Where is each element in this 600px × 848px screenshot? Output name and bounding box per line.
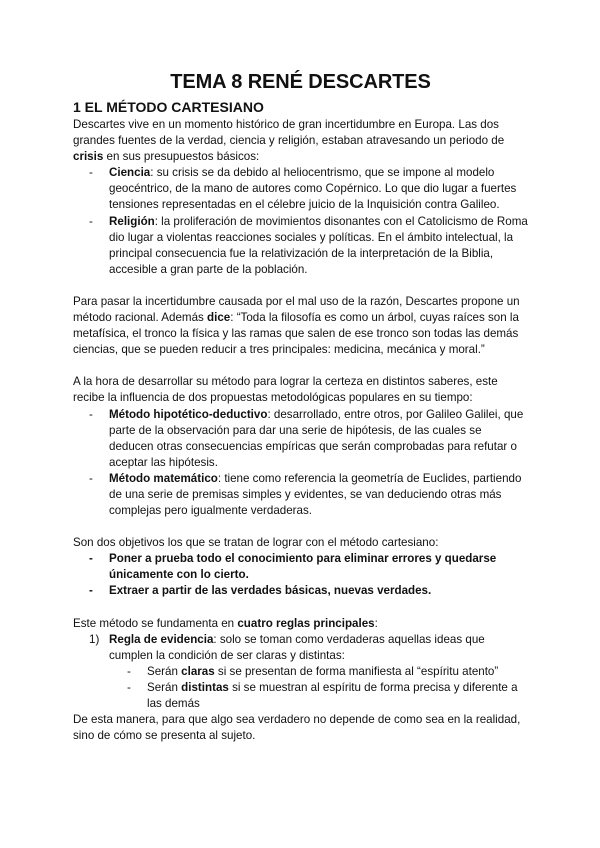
list-item: - Poner a prueba todo el conocimiento para eliminar errores y quedarse únicamente con lo cierto. [89,551,528,583]
list-item [89,471,528,519]
rules-list [73,632,528,712]
list-item-term: Método hipotético-deductivo [109,407,268,421]
paragraph-text: Para pasar la incertidumbre causada por el mal uso de la razón, Descartes propone un método racional. Además [73,294,520,325]
paragraph-text-end: : [374,616,378,630]
sub-bold: claras [181,664,215,678]
sub-text: Serán [147,664,182,678]
sub-list-item [127,680,528,712]
sub-text-end: si se presentan de forma manifiesta al “espíritu atento” [214,664,499,678]
intro-text-end: en sus presupuestos básicos: [103,150,260,164]
document-page [73,70,528,744]
sub-list [109,664,528,712]
list-marker: 1) [89,632,100,646]
influence-paragraph: A la hora de desarrollar su método para lograr la certeza en distintos saberes, este recibe la influencia de dos propuestas metodológicas populares en su tiempo: [73,375,498,405]
list-item-term: Regla de evidencia [109,632,214,646]
list-item [89,165,528,213]
list-item-text: : la proliferación de movimientos disonantes con el Catolicismo de Roma dio lugar a violentas reacciones sociales y políticas. En el ámbito intelectual, la principal consecuencia fue la relativización de la interpretación de la Biblia, accesible a gran parte de la población. [109,214,528,276]
list-item-term: Método matemático [109,471,218,485]
list-item-text: : su crisis se da debido al heliocentrismo, que se impone al modelo geocéntrico, de la mano de autores como Copérnico. Lo que dio lugar a fuertes tensiones representadas en el célebre juicio de la Inquisición contra Galileo. [109,166,517,212]
list-item [89,214,528,278]
section-heading: 1 EL MÉTODO CARTESIANO [73,99,264,115]
list-item-text: : desarrollado, entre otros, por Galileo Galilei, que parte de la observación para dar una serie de hipótesis, de las cuales se deducen otras consecuencias empíricas que serán comprobadas para refutar o aceptar las hipótesis. [109,407,524,469]
list-item [89,407,528,471]
sub-text: Serán [147,680,182,694]
objectives-paragraph: Son dos objetivos los que se tratan de lograr con el método cartesiano: [73,536,439,550]
paragraph-quote: : “Toda la filosofía es como un árbol, cuyas raíces son la metafísica, el tronco la física y las ramas que salen de ese tronco son todas las demás ciencias, que se pueden reducir a tres principales: medicina, mecánica y moral.” [73,311,519,357]
sub-list-item [127,664,528,680]
intro-paragraph [73,117,528,165]
intro-bold: crisis [73,150,104,164]
sub-bold: distintas [181,680,229,694]
page-title: TEMA 8 RENÉ DESCARTES [170,71,431,93]
list-item-text: : solo se toman como verdaderas aquellas ideas que cumplen la condición de ser claras y distintas: [109,632,485,662]
list-item-term: Ciencia [109,166,151,180]
closing-paragraph: De esta manera, para que algo sea verdadero no depende de como sea en la realidad, sino de cómo se presenta al sujeto. [73,713,521,743]
intro-text: Descartes vive en un momento histórico de gran incertidumbre en Europa. Las dos grandes fuentes de la verdad, ciencia y religión, estaban atravesando un periodo de [73,118,505,148]
method-paragraph [73,294,528,358]
paragraph-text: Este método se fundamenta en [73,616,238,630]
crisis-list [73,165,528,278]
list-item [89,632,528,712]
list-item-text: : tiene como referencia la geometría de Euclides, partiendo de una serie de premisas simples y evidentes, se van deduciendo otras más complejas pero igualmente verdaderas. [109,471,522,518]
paragraph-bold: cuatro reglas principales [237,616,375,630]
list-item: - Extraer a partir de las verdades básicas, nuevas verdades. [89,583,528,599]
rules-paragraph [73,616,528,632]
paragraph-bold: dice [207,311,231,325]
methods-list [73,407,528,520]
list-item-term: Religión [109,214,155,228]
sub-text-end: si se muestran al espíritu de forma precisa y diferente a las demás [147,680,518,710]
objectives-list [73,551,528,599]
